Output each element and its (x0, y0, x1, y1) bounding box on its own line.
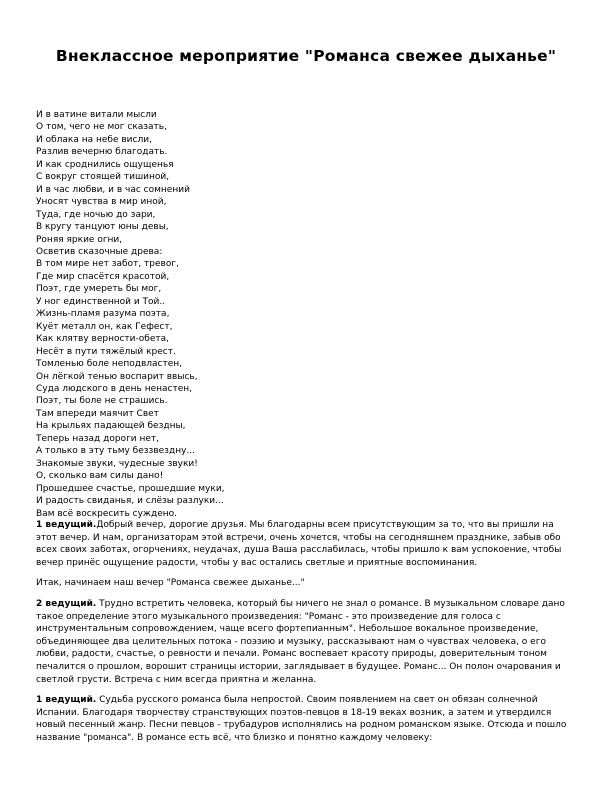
paragraph (36, 577, 576, 590)
poem-line: Туда, где ночью до зари, (36, 209, 156, 220)
paragraph-text: Итак, начинаем наш вечер "Романса свежее дыханье..." (36, 578, 305, 589)
paragraph (36, 694, 576, 744)
paragraph-text: Добрый вечер, дорогие друзья. Мы благодарны всем присутствующим за то, что вы пришли на этот вечер. И нам, организаторам этой встречи, очень хочется, чтобы на сегодняшнем празднике, забыв обо всех своих заботах, огорчениях, неудачах, душа Ваша расслабилась, чтобы пришло к вам успокоение, чтобы вечер принёс ощущение радости, чтобы у вас остались светлые и приятные воспоминания. (36, 520, 562, 568)
poem-line: Разлив вечерню благодать. (36, 147, 168, 158)
poem-line: А только в эту тьму беззвездну... (36, 446, 195, 457)
poem-line: На крыльях падающей бездны, (36, 421, 186, 432)
poem-line: Он лёгкой тенью воспарит ввысь, (36, 371, 198, 382)
poem-line: Знакомые звуки, чудесные звуки! (36, 458, 198, 469)
speaker-label: 1 ведущий. (36, 520, 97, 530)
poem-line: И в ватине витали мысли (36, 110, 157, 120)
poem-line: Прошедшее счастье, прошедшие муки, (36, 483, 225, 494)
poem-line: Поэт, ты боле не страшись. (36, 396, 168, 407)
poem-line: Томленью боле неподвластен, (36, 359, 182, 370)
poem-line: О, сколько вам силы дано! (36, 471, 164, 482)
poem-line: Куёт металл он, как Гефест, (36, 321, 173, 332)
poem-line: С вокруг стоящей тишиной, (36, 172, 170, 183)
prose-section (36, 519, 576, 753)
poem-line: Как клятву верности-обета, (36, 334, 169, 345)
paragraph (36, 519, 576, 569)
poem-line: Там впереди маячит Свет (36, 408, 159, 419)
poem (36, 109, 576, 520)
poem-line: Несёт в пути тяжёлый крест. (36, 346, 176, 357)
paragraph-text: Судьба русского романса была непростой. Своим появлением на свет он обязан солнечной Испании. Благодаря творчеству странствующих поэтов-певцов в 18-19 веках возник, а затем и утвердился новый песенный жанр. Песни певцов - трубадуров исполнялись на родном романском языке. Отсюда и пошло название "романса". В романсе есть всё, что близко и понятно каждому человеку: (36, 695, 567, 743)
poem-line: И в час любви, и в час сомнений (36, 184, 190, 195)
poem-line: Жизнь-пламя разума поэта, (36, 309, 170, 320)
poem-line: В том мире нет забот, тревог, (36, 259, 179, 270)
speaker-label: 2 ведущий. (36, 598, 97, 609)
poem-line: Теперь назад дороги нет, (36, 433, 160, 444)
paragraph (36, 598, 576, 686)
poem-line: Роняя яркие огни, (36, 234, 123, 245)
poem-line: О том, чего не мог сказать, (36, 122, 167, 133)
poem-line: У ног единственной и Той.. (36, 296, 166, 307)
poem-line: Где мир спасётся красотой, (36, 271, 170, 282)
poem-line: Осветив сказочные древа: (36, 246, 163, 257)
poem-line: В кругу танцуют юны девы, (36, 222, 169, 233)
speaker-label: 1 ведущий. (36, 695, 97, 706)
poem-line: И радость свиданья, и слёзы разлуки... (36, 496, 224, 507)
poem-line: Вам всё воскресить суждено. (36, 508, 178, 519)
poem-line: Суда людского в день ненастен, (36, 383, 193, 394)
poem-line: И облака на небе висли, (36, 134, 152, 145)
page-title: Внеклассное мероприятие "Романса свежее дыханье" (55, 47, 557, 65)
poem-line: Уносят чувства в мир иной, (36, 197, 167, 208)
paragraph-text: Трудно встретить человека, который бы ничего не знал о романсе. В музыкальном словаре дано такое определение этого музыкального произведения: "Романс - это произведение для голоса с инструментальным сопровождением, чаще всего фортепианным". Небольшое вокальное произведение, объединяющее два целительных потока - поэзию и музыку, рассказывают нам о чувствах человека, о его любви, радости, счастье, о ревности и печали. Романс воспевает красоту природы, доверительным тоном печалится о прошлом, ворошит страницы истории, заглядывает в будущее. Романс... Он полон очарования и светлой грусти. Встреча с ним всегда приятна и желанна. (36, 598, 565, 685)
poem-line: И как сроднились ощущенья (36, 159, 174, 170)
poem-line: Поэт, где умереть бы мог, (36, 284, 162, 295)
